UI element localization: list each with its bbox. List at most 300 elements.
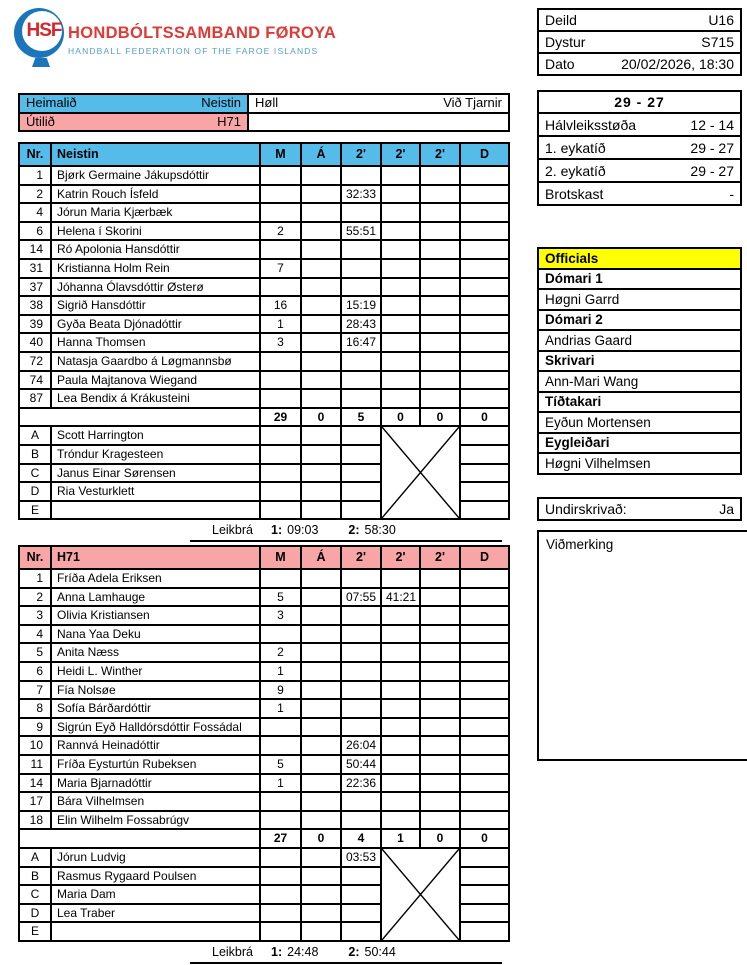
stat-cell: [260, 922, 301, 941]
column-header: M: [260, 143, 301, 166]
column-header: Á: [301, 143, 341, 166]
stat-cell: [260, 867, 301, 886]
player-row: [19, 588, 509, 607]
player-row: [19, 278, 509, 297]
signature-label: Undirskrivað:: [545, 501, 627, 517]
official-name: Andrias Gaard: [538, 330, 741, 351]
player-row: [19, 166, 509, 185]
bench-name-cell: Tróndur Kragesteen: [51, 445, 260, 464]
brotskast-value: -: [729, 185, 734, 202]
stat-cell: [260, 904, 301, 923]
stat-cell: [341, 501, 381, 520]
player-name-cell: Bjørk Germaine Jákupsdóttir: [51, 166, 260, 185]
player-row: [19, 389, 509, 408]
stat-cell: [341, 625, 381, 644]
bench-name-cell: Janus Einar Sørensen: [51, 464, 260, 483]
stat-cell: [420, 296, 460, 315]
player-number-cell: 4: [19, 625, 51, 644]
stat-cell: [301, 482, 341, 501]
bench-letter-cell: E: [19, 922, 51, 941]
player-name-cell: Fríða Adela Eriksen: [51, 569, 260, 588]
column-header: D: [460, 546, 509, 569]
stat-cell: [460, 352, 509, 371]
stat-cell: [301, 389, 341, 408]
stat-cell: 2: [260, 222, 301, 241]
deild-label: Deild: [545, 12, 577, 28]
stat-cell: [301, 792, 341, 811]
stat-cell: [381, 371, 420, 390]
stat-cell: [260, 625, 301, 644]
hall-name: Við Tjarnir: [443, 95, 502, 110]
player-number-cell: 14: [19, 240, 51, 259]
stat-cell: [460, 259, 509, 278]
leikbra-away-footer: [190, 944, 502, 964]
stat-cell: [460, 315, 509, 334]
stat-cell: [260, 811, 301, 830]
stat-cell: [460, 296, 509, 315]
hall-empty-cell: [248, 113, 509, 132]
stat-cell: 03:53: [341, 848, 381, 867]
player-name-cell: Paula Majtanova Wiegand: [51, 371, 260, 390]
stat-cell: [301, 774, 341, 793]
column-header: 2': [381, 143, 420, 166]
player-number-cell: 37: [19, 278, 51, 297]
player-name-cell: Helena í Skorini: [51, 222, 260, 241]
period1-label: 1:: [271, 523, 283, 537]
stat-cell: [460, 445, 509, 464]
stat-cell: [420, 643, 460, 662]
stat-cell: [341, 606, 381, 625]
stat-cell: [301, 643, 341, 662]
team-column-header: Neistin: [51, 143, 260, 166]
stat-cell: [301, 625, 341, 644]
player-name-cell: Hanna Thomsen: [51, 333, 260, 352]
stat-cell: [381, 240, 420, 259]
stat-cell: [260, 445, 301, 464]
total-cell: 0: [301, 408, 341, 427]
stat-cell: 22:36: [341, 774, 381, 793]
player-row: [19, 662, 509, 681]
stat-cell: [341, 240, 381, 259]
stat-cell: 9: [260, 681, 301, 700]
period2-label: 2:: [348, 945, 360, 959]
player-number-cell: 7: [19, 681, 51, 700]
away-team-name: H71: [217, 113, 241, 129]
halftime-value: 12 - 14: [690, 116, 734, 133]
stat-cell: [260, 371, 301, 390]
stat-cell: [381, 681, 420, 700]
stat-cell: [301, 681, 341, 700]
hall-cell: [248, 94, 509, 113]
player-number-cell: 87: [19, 389, 51, 408]
official-name: Eyðun Mortensen: [538, 412, 741, 433]
stat-cell: [460, 625, 509, 644]
stat-cell: [260, 718, 301, 737]
stat-cell: [301, 736, 341, 755]
player-number-cell: 17: [19, 792, 51, 811]
match-info-row: [538, 31, 741, 53]
bench-name-cell: Jórun Ludvig: [51, 848, 260, 867]
stat-cell: [460, 811, 509, 830]
stat-cell: [341, 203, 381, 222]
player-name-cell: Bára Vilhelmsen: [51, 792, 260, 811]
column-header: Nr.: [19, 546, 51, 569]
stat-cell: [341, 482, 381, 501]
bench-letter-cell: C: [19, 885, 51, 904]
remarks-box: [537, 530, 747, 761]
stat-cell: [341, 352, 381, 371]
stat-cell: [381, 662, 420, 681]
stat-cell: [420, 185, 460, 204]
total-cell: 0: [301, 829, 341, 848]
stat-cell: [460, 662, 509, 681]
stat-cell: [301, 426, 341, 445]
stat-cell: [301, 315, 341, 334]
player-row: [19, 755, 509, 774]
stat-cell: [301, 259, 341, 278]
stat-cell: [381, 352, 420, 371]
stat-cell: 3: [260, 333, 301, 352]
bench-row: [19, 848, 509, 867]
official-role: Skrivari: [538, 351, 741, 372]
stat-cell: [420, 792, 460, 811]
org-subtitle: HANDBALL FEDERATION OF THE FAROE ISLANDS: [68, 46, 319, 56]
away-label: Útilið: [26, 113, 55, 129]
bench-name-cell: Maria Dam: [51, 885, 260, 904]
stat-cell: [260, 426, 301, 445]
stat-cell: [341, 867, 381, 886]
total-cell: 0: [460, 408, 509, 427]
officials-box: [537, 247, 742, 475]
stat-cell: [341, 885, 381, 904]
player-name-cell: Rannvá Heinadóttir: [51, 736, 260, 755]
player-name-cell: Kristianna Holm Rein: [51, 259, 260, 278]
player-number-cell: 3: [19, 606, 51, 625]
player-number-cell: 39: [19, 315, 51, 334]
bench-letter-cell: D: [19, 904, 51, 923]
leikbra-home-footer: [190, 522, 502, 542]
match-info-cell: [538, 53, 741, 75]
logo-ball-icon: [14, 8, 64, 58]
stat-cell: [420, 222, 460, 241]
player-row: [19, 259, 509, 278]
org-name: HONDBÓLTSSAMBAND FØROYA: [68, 24, 337, 42]
player-number-cell: 40: [19, 333, 51, 352]
player-row: [19, 315, 509, 334]
total-cell: 5: [341, 408, 381, 427]
stat-cell: [460, 643, 509, 662]
score-row: [538, 159, 741, 182]
stat-cell: [460, 389, 509, 408]
player-name-cell: Gyða Beata Djónadóttir: [51, 315, 260, 334]
stat-cell: [381, 315, 420, 334]
stat-cell: [260, 278, 301, 297]
totals-spacer-cell: [19, 829, 260, 848]
stat-cell: [381, 792, 420, 811]
totals-spacer-cell: [19, 408, 260, 427]
player-row: [19, 681, 509, 700]
stat-cell: [301, 296, 341, 315]
stat-cell: [460, 755, 509, 774]
stat-cell: [260, 482, 301, 501]
stat-cell: 1: [260, 774, 301, 793]
stat-cell: 7: [260, 259, 301, 278]
stat-cell: [301, 501, 341, 520]
total-cell: 0: [420, 408, 460, 427]
stat-cell: [301, 885, 341, 904]
total-cell: 4: [341, 829, 381, 848]
player-name-cell: Sigrið Hansdóttir: [51, 296, 260, 315]
stat-cell: [381, 606, 420, 625]
player-row: [19, 371, 509, 390]
player-row: [19, 736, 509, 755]
signature-value: Ja: [719, 501, 734, 517]
match-info-cell: [538, 9, 741, 31]
stat-cell: 3: [260, 606, 301, 625]
player-name-cell: Jóhanna Ólavsdóttir Østerø: [51, 278, 260, 297]
stat-cell: [260, 352, 301, 371]
player-row: [19, 625, 509, 644]
stat-cell: [341, 904, 381, 923]
stat-cell: [301, 588, 341, 607]
stat-cell: [460, 606, 509, 625]
cross-icon: [382, 849, 459, 940]
stat-cell: [460, 333, 509, 352]
stat-cell: [381, 625, 420, 644]
stat-cell: 16:47: [341, 333, 381, 352]
stat-cell: [420, 389, 460, 408]
stat-cell: [260, 166, 301, 185]
player-name-cell: Nana Yaa Deku: [51, 625, 260, 644]
player-number-cell: 1: [19, 166, 51, 185]
stat-cell: [420, 699, 460, 718]
stat-cell: 1: [260, 662, 301, 681]
player-name-cell: Sofía Bárðardóttir: [51, 699, 260, 718]
stat-cell: [301, 662, 341, 681]
stat-cell: 16: [260, 296, 301, 315]
stat-cell: [341, 426, 381, 445]
column-header: M: [260, 546, 301, 569]
stat-cell: [260, 185, 301, 204]
stat-cell: [301, 464, 341, 483]
stat-cell: 5: [260, 588, 301, 607]
totals-row: [19, 408, 509, 427]
stat-cell: 55:51: [341, 222, 381, 241]
stat-cell: [341, 792, 381, 811]
home-roster-table: [18, 142, 510, 520]
player-number-cell: 6: [19, 222, 51, 241]
stat-cell: 50:44: [341, 755, 381, 774]
bench-letter-cell: B: [19, 867, 51, 886]
leikbra-label: Leikbrá: [212, 523, 253, 537]
stat-cell: [420, 755, 460, 774]
stat-cell: [381, 811, 420, 830]
away-team-cell: [19, 113, 248, 132]
player-name-cell: Olivia Kristiansen: [51, 606, 260, 625]
stat-cell: [301, 755, 341, 774]
column-header: 2': [341, 143, 381, 166]
player-number-cell: 31: [19, 259, 51, 278]
bench-name-cell: Ria Vesturklett: [51, 482, 260, 501]
stat-cell: [301, 352, 341, 371]
deild-value: U16: [708, 12, 734, 28]
signature-box: [537, 497, 742, 521]
total-cell: 0: [460, 829, 509, 848]
period2-label: 2:: [348, 523, 360, 537]
bench-name-cell: Scott Harrington: [51, 426, 260, 445]
score-row: [538, 113, 741, 136]
overtime2-value: 29 - 27: [690, 162, 734, 179]
roster-header-row: [19, 546, 509, 569]
dato-label: Dato: [545, 56, 575, 72]
home-team-name: Neistin: [201, 95, 241, 110]
player-number-cell: 2: [19, 185, 51, 204]
stat-cell: [301, 811, 341, 830]
player-name-cell: Sigrún Eyð Halldórsdóttir Fossádal: [51, 718, 260, 737]
stat-cell: [341, 681, 381, 700]
player-row: [19, 699, 509, 718]
official-name: Høgni Vilhelmsen: [538, 453, 741, 474]
stat-cell: [460, 699, 509, 718]
player-row: [19, 811, 509, 830]
player-name-cell: Fía Nolsøe: [51, 681, 260, 700]
stat-cell: [460, 681, 509, 700]
player-number-cell: 8: [19, 699, 51, 718]
dystur-value: S715: [701, 34, 734, 50]
player-row: [19, 606, 509, 625]
remarks-label: Viðmerking: [546, 537, 614, 552]
player-row: [19, 222, 509, 241]
player-name-cell: Ró Apolonia Hansdóttir: [51, 240, 260, 259]
player-number-cell: 72: [19, 352, 51, 371]
stat-cell: [420, 681, 460, 700]
stat-cell: [301, 278, 341, 297]
stat-cell: 5: [260, 755, 301, 774]
stat-cell: [381, 569, 420, 588]
column-header: Á: [301, 546, 341, 569]
stat-cell: 28:43: [341, 315, 381, 334]
stat-cell: [460, 792, 509, 811]
bench-letter-cell: A: [19, 848, 51, 867]
stat-cell: 15:19: [341, 296, 381, 315]
stat-cell: [420, 774, 460, 793]
stat-cell: [420, 811, 460, 830]
official-name: Høgni Garrd: [538, 289, 741, 310]
stat-cell: [341, 464, 381, 483]
player-number-cell: 14: [19, 774, 51, 793]
player-row: [19, 774, 509, 793]
player-row: [19, 352, 509, 371]
stat-cell: [341, 662, 381, 681]
stat-cell: [460, 904, 509, 923]
stat-cell: [260, 792, 301, 811]
period2-time: 58:30: [364, 523, 396, 537]
stat-cell: [420, 371, 460, 390]
stat-cell: [460, 482, 509, 501]
stat-cell: [301, 848, 341, 867]
stat-cell: [420, 259, 460, 278]
column-header: 2': [420, 546, 460, 569]
stat-cell: [341, 643, 381, 662]
stat-cell: [381, 203, 420, 222]
stat-cell: [420, 278, 460, 297]
stat-cell: [301, 922, 341, 941]
official-role: Dómari 2: [538, 310, 741, 331]
match-info-row: [538, 53, 741, 75]
stat-cell: [260, 885, 301, 904]
stat-cell: [381, 699, 420, 718]
team-column-header: H71: [51, 546, 260, 569]
final-score: 29 - 27: [538, 91, 741, 113]
stat-cell: [260, 389, 301, 408]
score-cell: [538, 136, 741, 159]
player-number-cell: 9: [19, 718, 51, 737]
brotskast-label: Brotskast: [545, 185, 604, 202]
stat-cell: [381, 222, 420, 241]
player-number-cell: 6: [19, 662, 51, 681]
period2-time: 50:44: [364, 945, 396, 959]
stat-cell: 07:55: [341, 588, 381, 607]
stat-cell: [460, 185, 509, 204]
stat-cell: [341, 922, 381, 941]
stat-cell: [460, 240, 509, 259]
score-box: [537, 90, 742, 206]
hall-label: Høll: [255, 95, 279, 110]
total-cell: 1: [381, 829, 420, 848]
stat-cell: [460, 203, 509, 222]
bench-row: [19, 426, 509, 445]
total-cell: 0: [381, 408, 420, 427]
player-number-cell: 1: [19, 569, 51, 588]
score-row: [538, 136, 741, 159]
stat-cell: [460, 426, 509, 445]
stat-cell: [301, 185, 341, 204]
cross-icon: [382, 427, 459, 518]
stat-cell: [460, 501, 509, 520]
totals-row: [19, 829, 509, 848]
bench-letter-cell: A: [19, 426, 51, 445]
stat-cell: [460, 166, 509, 185]
stat-cell: [341, 699, 381, 718]
match-info-box: [537, 8, 742, 76]
stat-cell: [260, 848, 301, 867]
stat-cell: [460, 848, 509, 867]
stat-cell: [460, 278, 509, 297]
period1-time: 09:03: [287, 523, 319, 537]
match-info-cell: [538, 31, 741, 53]
player-number-cell: 38: [19, 296, 51, 315]
stat-cell: [420, 352, 460, 371]
bench-name-cell: Lea Traber: [51, 904, 260, 923]
overtime1-value: 29 - 27: [690, 139, 734, 156]
stat-cell: [301, 240, 341, 259]
stat-cell: 26:04: [341, 736, 381, 755]
stat-cell: [301, 203, 341, 222]
stat-cell: [381, 755, 420, 774]
stat-cell: [460, 718, 509, 737]
period1-time: 24:48: [287, 945, 319, 959]
stat-cell: [301, 569, 341, 588]
stat-cell: [301, 606, 341, 625]
stat-cell: 32:33: [341, 185, 381, 204]
leikbra-label: Leikbrá: [212, 945, 253, 959]
player-number-cell: 4: [19, 203, 51, 222]
player-row: [19, 240, 509, 259]
stat-cell: [420, 606, 460, 625]
total-cell: 29: [260, 408, 301, 427]
stat-cell: [420, 315, 460, 334]
stat-cell: [420, 625, 460, 644]
